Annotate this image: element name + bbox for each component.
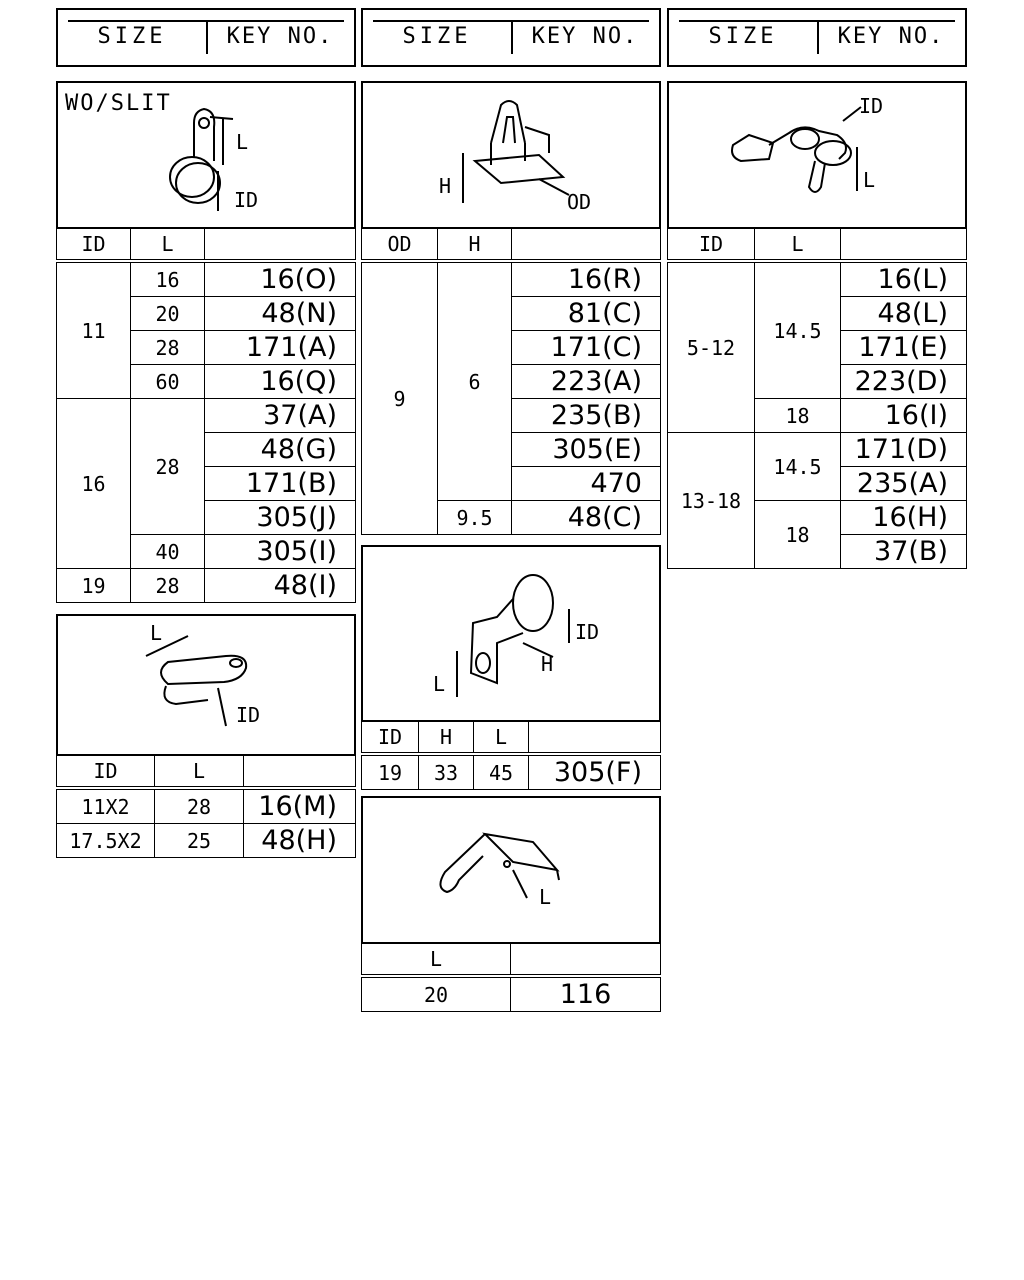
table-row [668, 433, 967, 467]
column-header [841, 228, 967, 262]
dim-label-h: H [439, 174, 452, 198]
header-size-key-2 [361, 8, 661, 67]
double-clip-drawing [58, 616, 354, 754]
key-no-cell: 223(A) [512, 365, 661, 399]
panel-clip-wo-slit-drawing [56, 81, 356, 229]
table-header-row [668, 228, 967, 262]
column-header [244, 755, 356, 789]
edge-clip-table [361, 942, 661, 1012]
column-header: L [474, 721, 529, 755]
l-cell: 20 [362, 976, 511, 1012]
hose-clip-table [667, 227, 967, 569]
column-header [511, 943, 661, 977]
l-cell: 28 [131, 331, 205, 365]
panel-edge-clip-drawing [361, 796, 661, 944]
p-clamp-drawing [363, 547, 659, 720]
header-size-key-1 [56, 8, 356, 67]
l-cell: 28 [131, 399, 205, 535]
l-cell: 45 [474, 754, 529, 790]
column-header [529, 721, 661, 755]
dim-label-id: ID [859, 94, 884, 118]
column-header: L [131, 228, 205, 262]
key-no-cell: 37(A) [205, 399, 356, 433]
key-no-cell: 171(B) [205, 467, 356, 501]
h-cell: 9.5 [438, 501, 512, 535]
dim-label-l: L [150, 621, 163, 645]
od-cell: 9 [362, 261, 438, 535]
id-cell: 16 [57, 399, 131, 569]
p-clamp-table [361, 720, 661, 790]
key-no-cell: 16(I) [841, 399, 967, 433]
h-cell: 33 [419, 754, 474, 790]
push-clip-drawing [363, 83, 659, 227]
key-no-cell: 305(J) [205, 501, 356, 535]
column-header: L [155, 755, 244, 789]
dim-label-h: H [541, 652, 554, 676]
key-no-cell: 235(A) [841, 467, 967, 501]
table-row [57, 788, 356, 824]
key-no-cell: 48(L) [841, 297, 967, 331]
column-header: L [362, 943, 511, 977]
hose-clip-drawing [669, 83, 965, 227]
id-cell: 17.5X2 [57, 824, 155, 858]
key-no-cell: 16(H) [841, 501, 967, 535]
table-header-row [57, 755, 356, 789]
panel-push-clip-drawing [361, 81, 661, 229]
panel-p-clamp-drawing [361, 545, 661, 722]
l-cell: 60 [131, 365, 205, 399]
key-no-cell: 116 [511, 976, 661, 1012]
dim-label-id: ID [234, 188, 259, 212]
id-cell: 19 [57, 569, 131, 603]
panel-hose-clip-drawing [667, 81, 967, 229]
table-row [57, 261, 356, 297]
table-header-row [362, 228, 661, 262]
key-no-cell: 16(L) [841, 261, 967, 297]
key-no-cell: 470 [512, 467, 661, 501]
table-header-row [57, 228, 356, 262]
key-no-cell: 81(C) [512, 297, 661, 331]
l-cell: 18 [755, 501, 841, 569]
l-cell: 18 [755, 399, 841, 433]
table-row [362, 754, 661, 790]
id-cell: 11 [57, 261, 131, 399]
dim-label-l: L [236, 130, 249, 154]
clip-wo-slit-table [56, 227, 356, 603]
key-no-cell: 48(G) [205, 433, 356, 467]
clip-wo-slit-drawing [58, 83, 354, 227]
key-no-cell: 16(Q) [205, 365, 356, 399]
push-clip-table [361, 227, 661, 535]
l-cell: 28 [155, 788, 244, 824]
key-no-cell: 223(D) [841, 365, 967, 399]
l-cell: 20 [131, 297, 205, 331]
l-cell: 28 [131, 569, 205, 603]
double-clip-table [56, 754, 356, 858]
id-cell: 19 [362, 754, 419, 790]
key-no-cell: 235(B) [512, 399, 661, 433]
l-cell: 25 [155, 824, 244, 858]
id-cell: 11X2 [57, 788, 155, 824]
key-no-cell: 16(O) [205, 261, 356, 297]
dim-label-l: L [539, 885, 552, 909]
column-header: H [419, 721, 474, 755]
key-no-cell: 171(C) [512, 331, 661, 365]
table-row [57, 399, 356, 433]
column-header: L [755, 228, 841, 262]
key-no-cell: 305(I) [205, 535, 356, 569]
header-size-key-3 [667, 8, 967, 67]
l-cell: 40 [131, 535, 205, 569]
column-header: H [438, 228, 512, 262]
key-no-cell: 171(D) [841, 433, 967, 467]
dim-label-id: ID [236, 703, 261, 727]
key-no-cell: 16(M) [244, 788, 356, 824]
key-no-cell: 48(N) [205, 297, 356, 331]
table-row [57, 824, 356, 858]
dim-label-l: L [863, 168, 876, 192]
header-size-label: SIZE [97, 24, 167, 49]
l-cell: 14.5 [755, 261, 841, 399]
key-no-cell: 171(A) [205, 331, 356, 365]
key-no-cell: 48(I) [205, 569, 356, 603]
key-no-cell: 305(E) [512, 433, 661, 467]
key-no-cell: 16(R) [512, 261, 661, 297]
id-cell: 13-18 [668, 433, 755, 569]
header-size-label: SIZE [402, 24, 472, 49]
column-header: OD [362, 228, 438, 262]
dim-label-id: ID [575, 620, 600, 644]
column-header: ID [57, 755, 155, 789]
header-key-label: KEY NO. [837, 24, 945, 49]
header-key-label: KEY NO. [531, 24, 639, 49]
column-header: ID [362, 721, 419, 755]
column-header [512, 228, 661, 262]
id-cell: 5-12 [668, 261, 755, 433]
edge-clip-drawing [363, 798, 659, 942]
key-no-cell: 48(C) [512, 501, 661, 535]
key-no-cell: 37(B) [841, 535, 967, 569]
table-header-row [362, 721, 661, 755]
header-key-label: KEY NO. [226, 24, 334, 49]
table-header-row [362, 943, 661, 977]
key-no-cell: 171(E) [841, 331, 967, 365]
key-no-cell: 48(H) [244, 824, 356, 858]
dim-label-od: OD [567, 190, 592, 214]
panel-double-clip-drawing [56, 614, 356, 756]
column-header [205, 228, 356, 262]
table-row [362, 261, 661, 297]
table-row [668, 261, 967, 297]
column-header: ID [57, 228, 131, 262]
h-cell: 6 [438, 261, 512, 501]
wo-slit-note: WO/SLIT [65, 91, 172, 116]
header-size-label: SIZE [708, 24, 778, 49]
dim-label-l: L [433, 672, 446, 696]
key-no-cell: 305(F) [529, 754, 661, 790]
table-row [362, 976, 661, 1012]
l-cell: 14.5 [755, 433, 841, 501]
column-header: ID [668, 228, 755, 262]
table-row [57, 569, 356, 603]
l-cell: 16 [131, 261, 205, 297]
